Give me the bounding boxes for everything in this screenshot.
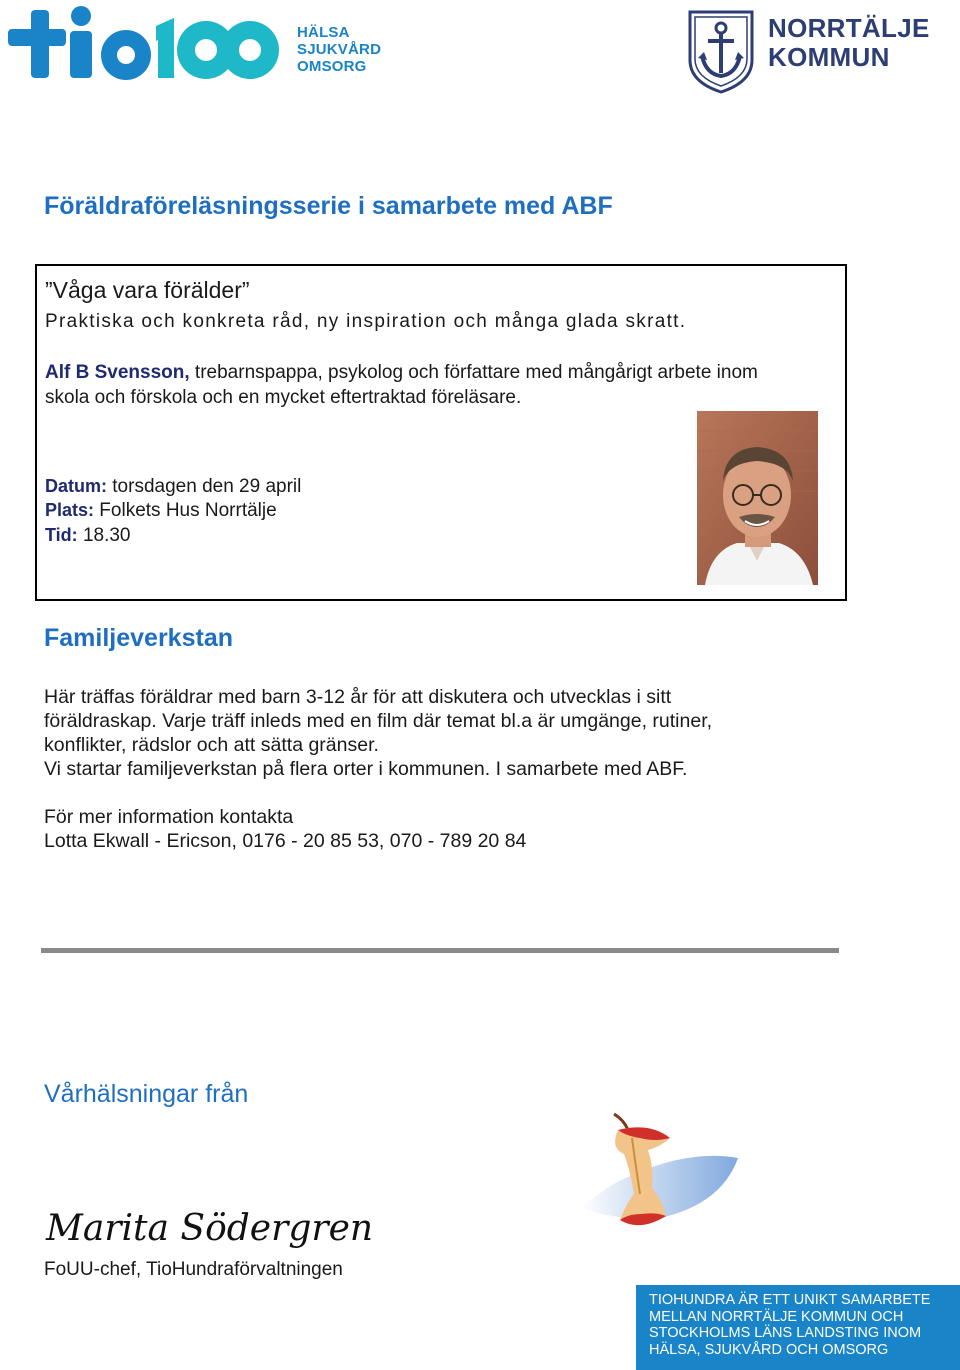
paragraph-line: Här träffas föräldrar med barn 3-12 år för att diskutera och utvecklas i sitt [44, 686, 672, 708]
event-title: ”Våga vara förälder” [45, 277, 250, 303]
contact-intro: För mer information kontakta [44, 806, 294, 828]
section-title: Familjeverkstan [44, 624, 233, 652]
page-title: Föräldraföreläsningsserie i samarbete med ABF [44, 192, 613, 220]
paragraph-line: föräldraskap. Varje träff inleds med en film där temat bl.a är umgänge, rutiner, [44, 710, 713, 732]
signature-text: Marita Södergren [46, 1208, 374, 1249]
time-row [45, 523, 131, 548]
norrtalje-kommun-wordmark [768, 14, 930, 72]
event-tagline: Praktiska och konkreta råd, ny inspiration och många glada skratt. [45, 311, 687, 332]
signature [44, 1200, 374, 1262]
footer-line: STOCKHOLMS LÄNS LANDSTING INOM [649, 1325, 922, 1341]
speaker-line [45, 361, 758, 385]
place-value: Folkets Hus Norrtälje [94, 500, 277, 521]
place-row [45, 498, 277, 523]
greeting-text: Vårhälsningar från [44, 1080, 249, 1108]
footer-banner [636, 1285, 960, 1370]
footer-text [649, 1292, 930, 1358]
tio-subtitle-line: SJUKVÅRD [297, 41, 382, 58]
time-value: 18.30 [77, 525, 131, 546]
footer-line: TIOHUNDRA ÄR ETT UNIKT SAMARBETE [649, 1292, 931, 1308]
apple-core-icon [570, 1108, 745, 1238]
divider [41, 948, 839, 953]
kommun-line: NORRTÄLJE [768, 13, 930, 43]
speaker-description-cont: skola och förskola och en mycket eftertraktad föreläsare. [45, 387, 522, 408]
date-label: Datum: [45, 476, 107, 496]
footer-line: HÄLSA, SJUKVÅRD OCH OMSORG [649, 1341, 889, 1358]
speaker-name: Alf B Svensson, [45, 362, 190, 383]
time-label: Tid: [45, 525, 78, 545]
tio-subtitle-line: OMSORG [297, 58, 367, 75]
place-label: Plats: [45, 500, 95, 520]
norrtalje-crest-icon [686, 8, 756, 94]
tio-subtitle [297, 24, 381, 75]
contact-line: Lotta Ekwall - Ericson, 0176 - 20 85 53, 070 - 789 20 84 [44, 830, 527, 852]
date-row [45, 474, 301, 499]
paragraph-line: konflikter, rädslor och att sätta gränser. [44, 734, 379, 756]
signature-role: FoUU-chef, TioHundraförvaltningen [44, 1259, 343, 1280]
date-value: torsdagen den 29 april [107, 476, 302, 497]
speaker-description: trebarnspappa, psykolog och författare med mångårigt arbete inom [189, 362, 758, 383]
speaker-portrait [697, 411, 818, 585]
paragraph-line: Vi startar familjeverkstan på flera orter i kommunen. I samarbete med ABF. [44, 758, 688, 780]
kommun-line: KOMMUN [768, 42, 890, 72]
tio-subtitle-line: HÄLSA [297, 24, 350, 41]
event-box [35, 264, 847, 601]
footer-line: MELLAN NORRTÄLJE KOMMUN OCH [649, 1308, 904, 1325]
